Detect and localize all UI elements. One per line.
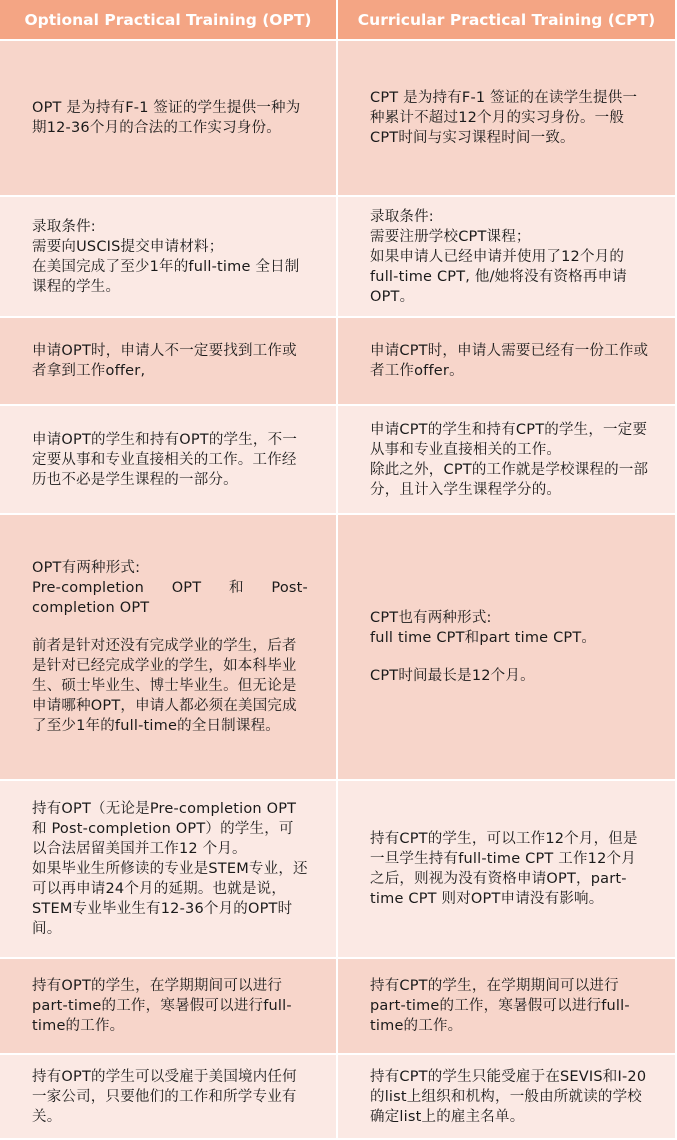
- spacer: [370, 648, 649, 666]
- row-5-cpt-cell: [338, 515, 677, 781]
- row-1-opt-cell: [0, 41, 338, 197]
- row-2-cpt-line-3: 如果申请人已经申请并使用了12个月的full-time CPT, 他/她将没有资格再申请OPT。: [370, 248, 627, 305]
- row-7-cpt-cell: [338, 959, 677, 1055]
- row-4-opt-text: 申请OPT的学生和持有OPT的学生，不一定要从事和专业直接相关的工作。工作经历也不必是学生课程的一部分。: [32, 431, 298, 488]
- row-3-cpt-cell: [338, 318, 677, 406]
- row-2-cpt-line-1: 录取条件:: [370, 208, 434, 225]
- row-8-cpt-text: 持有CPT的学生只能受雇于在SEVIS和I-20 的list上组织和机构，一般由所就读的学校确定list上的雇主名单。: [370, 1068, 647, 1125]
- row-2-cpt-cell: [338, 197, 677, 318]
- form-word-4: Post-: [271, 580, 308, 596]
- row-6-opt-cell: [0, 781, 338, 959]
- row-5-opt-detail: 前者是针对还没有完成学业的学生，后者是针对已经完成学业的学生，如本科毕业生、硕士毕业生、博士毕业生。但无论是申请哪种OPT，申请人都必须在美国完成了至少1年的full-time的全日制课程。: [32, 638, 297, 734]
- row-7-opt-cell: [0, 959, 338, 1055]
- form-word-2: OPT: [171, 580, 202, 596]
- row-8-cpt-cell: [338, 1055, 677, 1140]
- row-7-cpt-text: 持有CPT的学生，在学期期间可以进行part-time的工作，寒暑假可以进行full-time的工作。: [370, 978, 630, 1034]
- spacer: [32, 618, 308, 636]
- row-8-opt-text: 持有OPT的学生可以受雇于美国境内任何一家公司，只要他们的工作和所学专业有关。: [32, 1068, 297, 1125]
- header-cpt: Curricular Practical Training (CPT): [338, 0, 677, 41]
- form-word-3: 和: [229, 580, 244, 596]
- row-5-cpt-detail: CPT时间最长是12个月。: [370, 668, 535, 684]
- form-word-1: Pre-completion: [32, 580, 144, 596]
- row-4-opt-cell: [0, 406, 338, 515]
- row-5-opt-cell: [0, 515, 338, 781]
- row-2-opt-line-1: 录取条件:: [32, 218, 96, 235]
- row-6-cpt-text: 持有CPT的学生，可以工作12个月，但是一旦学生持有full-time CPT 工作12个月之后，则视为没有资格申请OPT，part-time CPT 则对OPT申请没有影响。: [370, 831, 638, 907]
- row-5-cpt-line-2: full time CPT和part time CPT。: [370, 630, 597, 646]
- row-6-cpt-cell: [338, 781, 677, 959]
- row-2-cpt-line-2: 需要注册学校CPT课程；: [370, 228, 531, 245]
- row-3-cpt-text: 申请CPT时，申请人需要已经有一份工作或者工作offer。: [370, 343, 649, 379]
- row-5-opt-intro: OPT有两种形式:: [32, 560, 141, 576]
- row-2-opt-line-2: 需要向USCIS提交申请材料；: [32, 238, 224, 255]
- row-5-cpt-line-1: CPT也有两种形式:: [370, 610, 492, 626]
- row-3-opt-text: 申请OPT时，申请人不一定要找到工作或者拿到工作offer,: [32, 343, 297, 379]
- row-4-cpt-line-2: 除此之外，CPT的工作就是学校课程的一部分，且计入学生课程学分的。: [370, 461, 649, 498]
- row-2-opt-line-3: 在美国完成了至少1年的full-time 全日制课程的学生。: [32, 258, 300, 295]
- row-1-cpt-cell: [338, 41, 677, 197]
- row-3-opt-cell: [0, 318, 338, 406]
- row-6-opt-line-2: 如果毕业生所修读的专业是STEM专业，还可以再申请24个月的延期。也就是说，STEM专业毕业生有12-36个月的OPT时间。: [32, 861, 308, 937]
- header-opt: Optional Practical Training (OPT): [0, 0, 338, 41]
- row-1-cpt-text: CPT 是为持有F-1 签证的在读学生提供一种累计不超过12个月的实习身份。一般CPT时间与实习课程时间一致。: [370, 90, 638, 146]
- row-8-opt-cell: [0, 1055, 338, 1140]
- row-2-opt-cell: [0, 197, 338, 318]
- row-4-cpt-cell: [338, 406, 677, 515]
- row-5-opt-forms: [32, 578, 308, 598]
- row-7-opt-text: 持有OPT的学生，在学期期间可以进行part-time的工作，寒暑假可以进行full-time的工作。: [32, 978, 292, 1034]
- row-5-opt-forms-end: completion OPT: [32, 600, 150, 616]
- row-1-opt-text: OPT 是为持有F-1 签证的学生提供一种为期12-36个月的合法的工作实习身份。: [32, 100, 301, 136]
- row-4-cpt-line-1: 申请CPT的学生和持有CPT的学生，一定要从事和专业直接相关的工作。: [370, 421, 648, 458]
- row-6-opt-line-1: 持有OPT（无论是Pre-completion OPT 和 Post-completion OPT）的学生，可以合法居留美国并工作12 个月。: [32, 801, 297, 857]
